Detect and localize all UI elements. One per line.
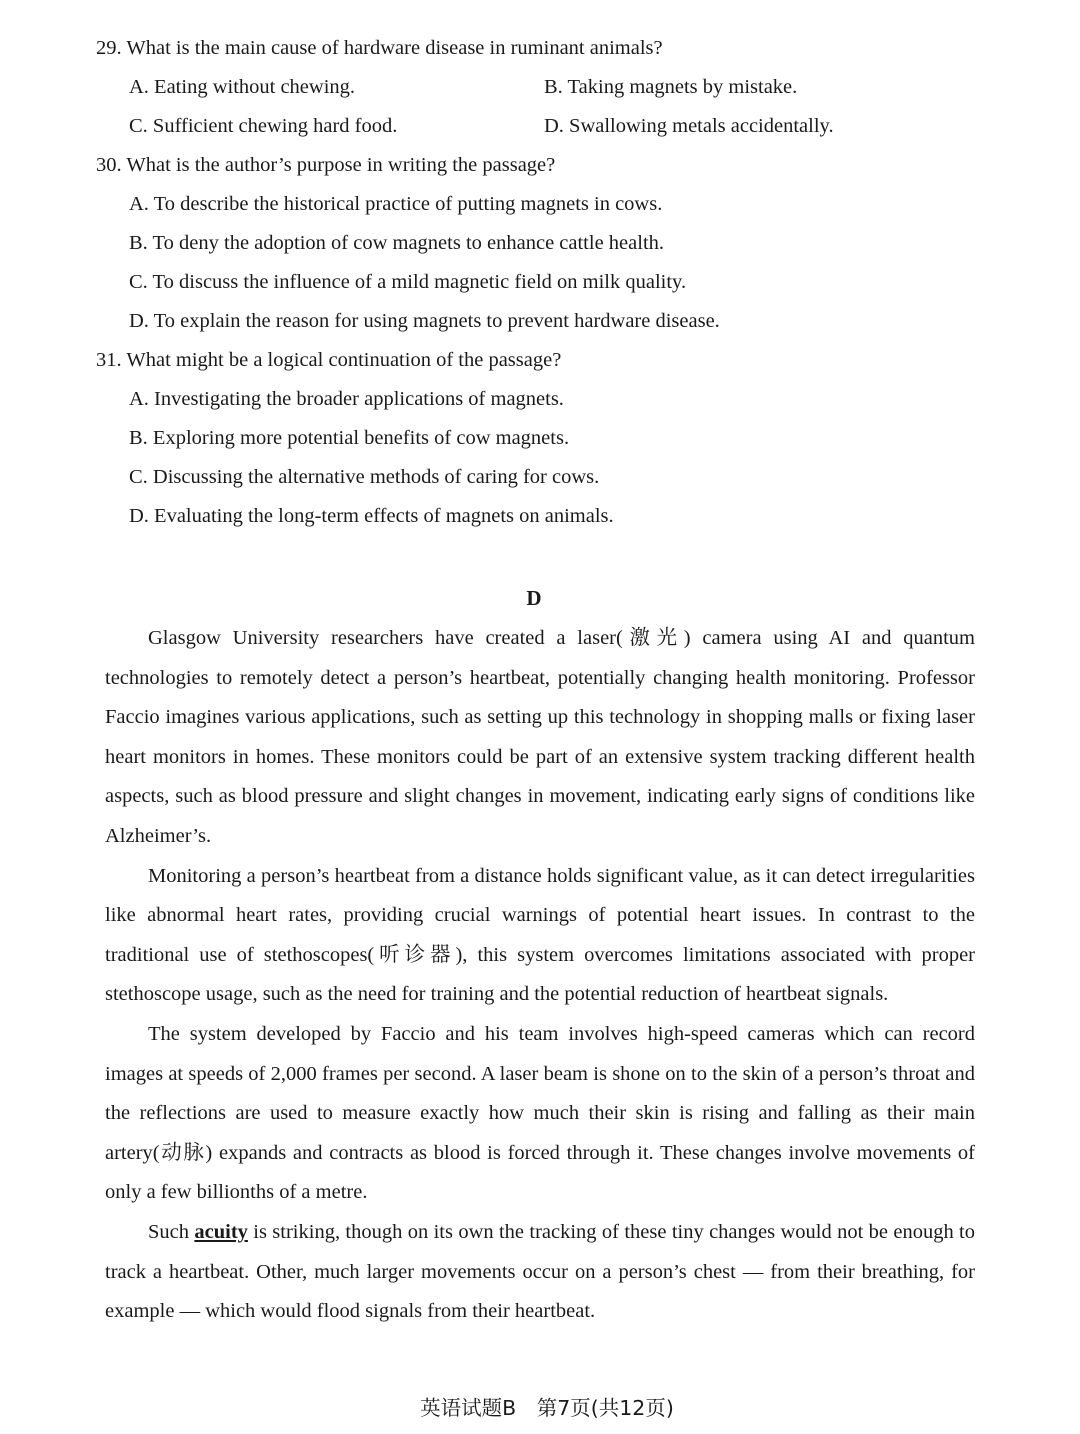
option-b: B. Taking magnets by mistake.	[544, 76, 798, 98]
paragraph-4-rest: is striking, though on its own the tracking of these tiny changes would not be enough to track a heartbeat. Other, much larger movements occur on a person’s chest — from their breathing, for example — which would flood signals from their heartbeat.	[105, 1220, 976, 1323]
question-30	[96, 150, 996, 345]
passage-paragraph-2: Monitoring a person’s heartbeat from a distance holds significant value, as it can detect irregularities like abnormal heart rates, providing crucial warnings of potential heart issues. In contrast to the traditional use of stethoscopes(听诊器), this system overcomes limitations associated with proper stethoscope usage, such as the need for training and the potential reduction of heartbeat signals.	[105, 864, 975, 1006]
option-c: C. Discussing the alternative methods of caring for cows.	[129, 466, 600, 488]
question-29	[96, 33, 996, 150]
passage-paragraph-4	[105, 1213, 975, 1332]
option-d: D. Swallowing metals accidentally.	[544, 115, 834, 137]
question-list	[96, 33, 996, 540]
option-c: C. Sufficient chewing hard food.	[129, 115, 398, 137]
question-31	[96, 345, 996, 540]
passage-paragraph-1: Glasgow University researchers have created a laser(激光) camera using AI and quantum technologies to remotely detect a person’s heartbeat, potentially changing health monitoring. Professor Faccio imagines various applications, such as setting up this technology in shopping malls or fixing laser heart monitors in homes. These monitors could be part of an extensive system tracking different health aspects, such as blood pressure and slight changes in movement, indicating early signs of conditions like Alzheimer’s.	[105, 627, 975, 847]
option-b: B. To deny the adoption of cow magnets to enhance cattle health.	[129, 232, 665, 254]
option-a: A. Investigating the broader applications of magnets.	[129, 388, 564, 410]
paragraph-4-lead: Such	[148, 1220, 195, 1243]
question-stem: 29. What is the main cause of hardware disease in ruminant animals?	[96, 37, 663, 59]
underlined-word: acuity	[194, 1220, 248, 1243]
question-stem: 31. What might be a logical continuation of the passage?	[96, 349, 562, 371]
section-heading: D	[526, 586, 542, 610]
option-a: A. To describe the historical practice of putting magnets in cows.	[129, 193, 663, 215]
reading-passage	[105, 619, 975, 1332]
page-footer: 英语试题B 第7页(共12页)	[420, 1396, 674, 1420]
option-c: C. To discuss the influence of a mild magnetic field on milk quality.	[129, 271, 687, 293]
passage-paragraph-3: The system developed by Faccio and his team involves high-speed cameras which can record images at speeds of 2,000 frames per second. A laser beam is shone on to the skin of a person’s throat and the reflections are used to measure exactly how much their skin is rising and falling as their main artery(动脉) expands and contracts as blood is forced through it. These changes involve movements of only a few billionths of a metre.	[105, 1022, 975, 1204]
option-a: A. Eating without chewing.	[129, 76, 356, 98]
option-d: D. Evaluating the long-term effects of magnets on animals.	[129, 505, 614, 527]
option-grid	[96, 72, 996, 150]
question-stem: 30. What is the author’s purpose in writing the passage?	[96, 154, 556, 176]
option-d: D. To explain the reason for using magnets to prevent hardware disease.	[129, 310, 720, 332]
option-b: B. Exploring more potential benefits of cow magnets.	[129, 427, 570, 449]
